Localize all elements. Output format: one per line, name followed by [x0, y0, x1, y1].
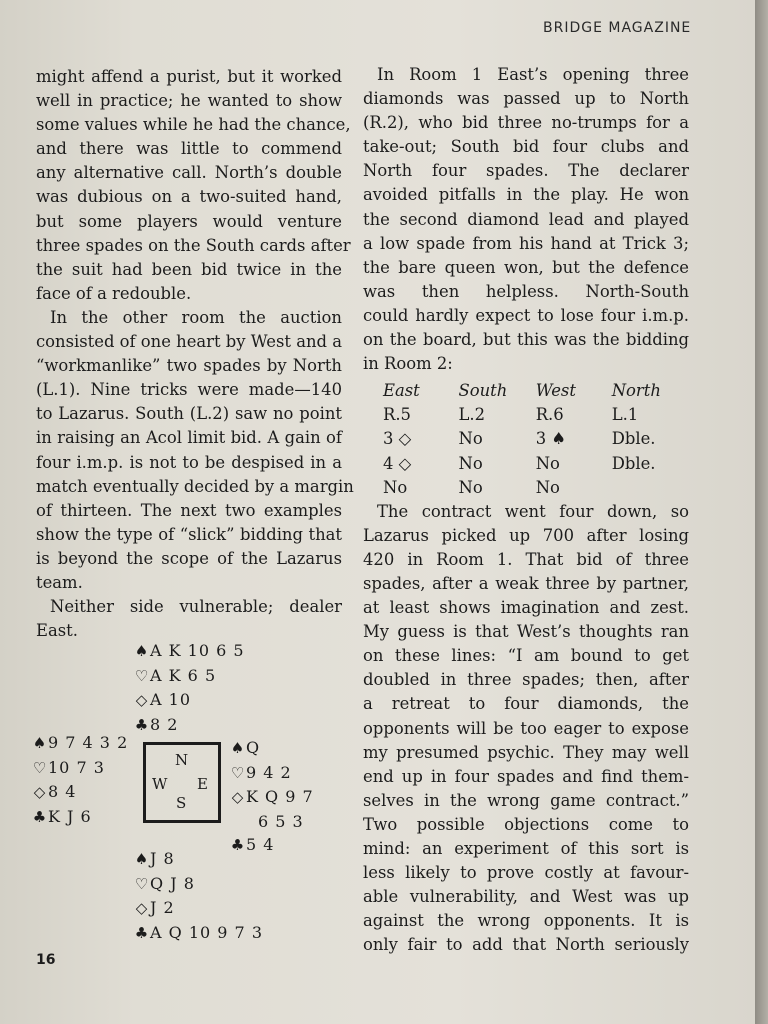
text-line: Neither side vulnerable; dealer: [50, 597, 342, 617]
text-line: was dubious on a two-suited hand,: [36, 187, 342, 207]
text-line: selves in the wrong game contract.”: [363, 790, 689, 810]
page-number: 16: [36, 952, 56, 968]
spade-icon: ♠: [134, 850, 150, 868]
bidding-header: East: [383, 381, 420, 401]
text-line: “workmanlike” two spades by North: [36, 356, 342, 376]
north-hearts: A K 6 5: [150, 665, 217, 685]
text-line: of thirteen. The next two examples: [36, 500, 342, 520]
west-clubs: K J 6: [48, 806, 92, 826]
bid-cell: Dble.: [611, 453, 656, 473]
west-hand: [32, 731, 128, 829]
text-line: on the board, but this was the bidding: [363, 330, 689, 350]
text-line: but some players would venture: [36, 211, 342, 231]
diamond-icon: ◇: [231, 788, 245, 806]
text-line: could hardly expect to lose four i.m.p.: [363, 305, 689, 325]
east-diamonds-cont: 6 5 3: [258, 811, 304, 831]
spade-icon: ♠: [134, 642, 150, 660]
heart-icon: ♡: [230, 763, 246, 782]
west-spades: 9 7 4 3 2: [48, 733, 129, 752]
club-icon: ♣: [32, 807, 48, 826]
compass-east: E: [197, 775, 208, 793]
text-line: well in practice; he wanted to show: [36, 91, 342, 111]
bid-cell: No: [383, 477, 408, 497]
text-line: only fair to add that North seriously: [363, 935, 689, 955]
text-line: at least shows imagination and zest.: [363, 598, 689, 618]
north-clubs: 8 2: [150, 714, 179, 734]
text-line: In the other room the auction: [50, 307, 342, 327]
text-line: the second diamond lead and played: [363, 209, 689, 229]
bid-cell: L.2: [458, 405, 486, 425]
text-line: is beyond the scope of the Lazarus: [36, 548, 342, 568]
spade-icon: ♠: [32, 734, 48, 752]
east-spades: Q: [246, 738, 261, 757]
east-hand: [230, 736, 314, 858]
text-line: The contract went four down, so: [377, 501, 689, 521]
diamond-icon: ◇: [135, 691, 149, 709]
bidding-row: [383, 452, 689, 476]
text-line: Two possible objections come to: [363, 814, 689, 834]
text-line: (L.1). Nine tricks were made—140: [36, 380, 342, 400]
text-line: the suit had been bid twice in the: [36, 259, 342, 279]
compass-west: W: [152, 775, 168, 793]
west-hearts: 10 7 3: [48, 757, 105, 777]
text-line: avoided pitfalls in the play. He won: [363, 185, 689, 205]
text-line: a low spade from his hand at Trick 3;: [363, 233, 689, 253]
bidding-header: West: [535, 381, 576, 401]
bidding-header: North: [611, 381, 661, 401]
heart-icon: ♡: [32, 758, 48, 777]
bidding-header: South: [458, 381, 508, 401]
north-diamonds: A 10: [150, 690, 191, 709]
text-line: my presumed psychic. They may well: [363, 742, 689, 762]
diamond-icon: ◇: [33, 783, 47, 801]
bid-cell: L.1: [611, 405, 639, 425]
text-line: might affend a purist, but it worked: [36, 67, 342, 86]
text-line: and there was little to commend: [36, 139, 342, 159]
bidding-table: [383, 379, 689, 499]
text-line: East.: [36, 621, 78, 641]
text-line: diamonds was passed up to North: [363, 89, 689, 109]
running-header: BRIDGE MAGAZINE: [543, 20, 692, 36]
text-line: Lazarus picked up 700 after losing: [363, 525, 689, 545]
bid-cell: No: [535, 453, 560, 473]
text-line: in Room 2:: [363, 354, 453, 374]
bid-cell: No: [458, 453, 483, 473]
text-line: less likely to prove costly at favour-: [363, 863, 689, 883]
text-line: (R.2), who bid three no-trumps for a: [363, 113, 689, 133]
bid-cell: 4 ◇: [383, 453, 412, 473]
bid-cell: No: [535, 477, 560, 497]
text-line: take-out; South bid four clubs and: [363, 137, 689, 157]
club-icon: ♣: [134, 715, 150, 734]
heart-icon: ♡: [134, 874, 150, 893]
bid-cell: R.6: [535, 405, 564, 425]
text-line: was then helpless. North-South: [363, 281, 689, 301]
text-line: against the wrong opponents. It is: [363, 911, 689, 931]
text-line: consisted of one heart by West and a: [36, 332, 342, 352]
text-line: end up in four spades and find them-: [363, 766, 689, 786]
text-line: in raising an Acol limit bid. A gain of: [36, 428, 342, 448]
compass-box: [143, 742, 221, 823]
text-line: opponents will be too eager to expose: [363, 718, 689, 738]
south-diamonds: J 2: [150, 898, 175, 917]
text-line: My guess is that West’s thoughts ran: [363, 622, 689, 642]
text-line: to Lazarus. South (L.2) saw no point: [36, 404, 342, 424]
spade-icon: ♠: [230, 739, 246, 757]
text-line: some values while he had the chance,: [36, 115, 351, 135]
bidding-row: [383, 476, 689, 500]
east-diamonds: K Q 9 7: [246, 787, 314, 806]
text-line: a retreat to four diamonds, the: [363, 694, 689, 714]
text-line: face of a redouble.: [36, 283, 192, 303]
club-icon: ♣: [134, 923, 150, 942]
club-icon: ♣: [230, 836, 246, 854]
east-hearts: 9 4 2: [246, 762, 292, 782]
right-column: [363, 63, 689, 957]
text-line: 420 in Room 1. That bid of three: [363, 549, 689, 569]
south-spades: J 8: [150, 849, 175, 868]
text-line: doubled in three spades; then, after: [363, 670, 689, 690]
bid-cell: Dble.: [611, 429, 656, 449]
bid-cell: R.5: [383, 405, 411, 425]
bidding-row: [383, 427, 689, 451]
text-line: able vulnerability, and West was up: [363, 887, 689, 907]
text-line: three spades on the South cards after: [36, 235, 351, 255]
south-hearts: Q J 8: [150, 873, 195, 893]
page-spine-edge: [755, 0, 768, 1024]
text-line: show the type of “slick” bidding that: [36, 524, 342, 544]
text-line: North four spades. The declarer: [363, 161, 689, 181]
text-line: team.: [36, 572, 83, 592]
left-column: [36, 65, 354, 643]
bid-cell: 3 ◇: [383, 429, 412, 449]
south-hand: [134, 847, 263, 945]
text-line: match eventually decided by a margin: [36, 476, 354, 496]
compass-north: N: [175, 751, 189, 769]
bid-cell: No: [458, 429, 483, 449]
diamond-icon: ◇: [135, 899, 149, 917]
text-line: spades, after a weak three by partner,: [363, 573, 689, 593]
north-hand: [134, 639, 245, 737]
compass-south: S: [176, 794, 187, 812]
text-line: any alternative call. North’s double: [36, 163, 342, 183]
east-clubs: 5 4: [246, 835, 275, 854]
text-line: the bare queen won, but the defence: [363, 257, 689, 277]
bid-cell: [612, 476, 689, 500]
north-spades: A K 10 6 5: [150, 641, 245, 660]
south-clubs: A Q 10 9 7 3: [150, 922, 263, 942]
text-line: four i.m.p. is not to be despised in a: [36, 452, 342, 472]
bid-cell: 3 ♠: [535, 429, 567, 449]
west-diamonds: 8 4: [48, 782, 77, 801]
text-line: mind: an experiment of this sort is: [363, 839, 689, 858]
text-line: In Room 1 East’s opening three: [377, 65, 689, 84]
heart-icon: ♡: [134, 666, 150, 685]
text-line: on these lines: “I am bound to get: [363, 646, 689, 666]
bid-cell: No: [458, 477, 483, 497]
bidding-row: [383, 403, 689, 427]
bidding-header-row: [383, 379, 689, 403]
